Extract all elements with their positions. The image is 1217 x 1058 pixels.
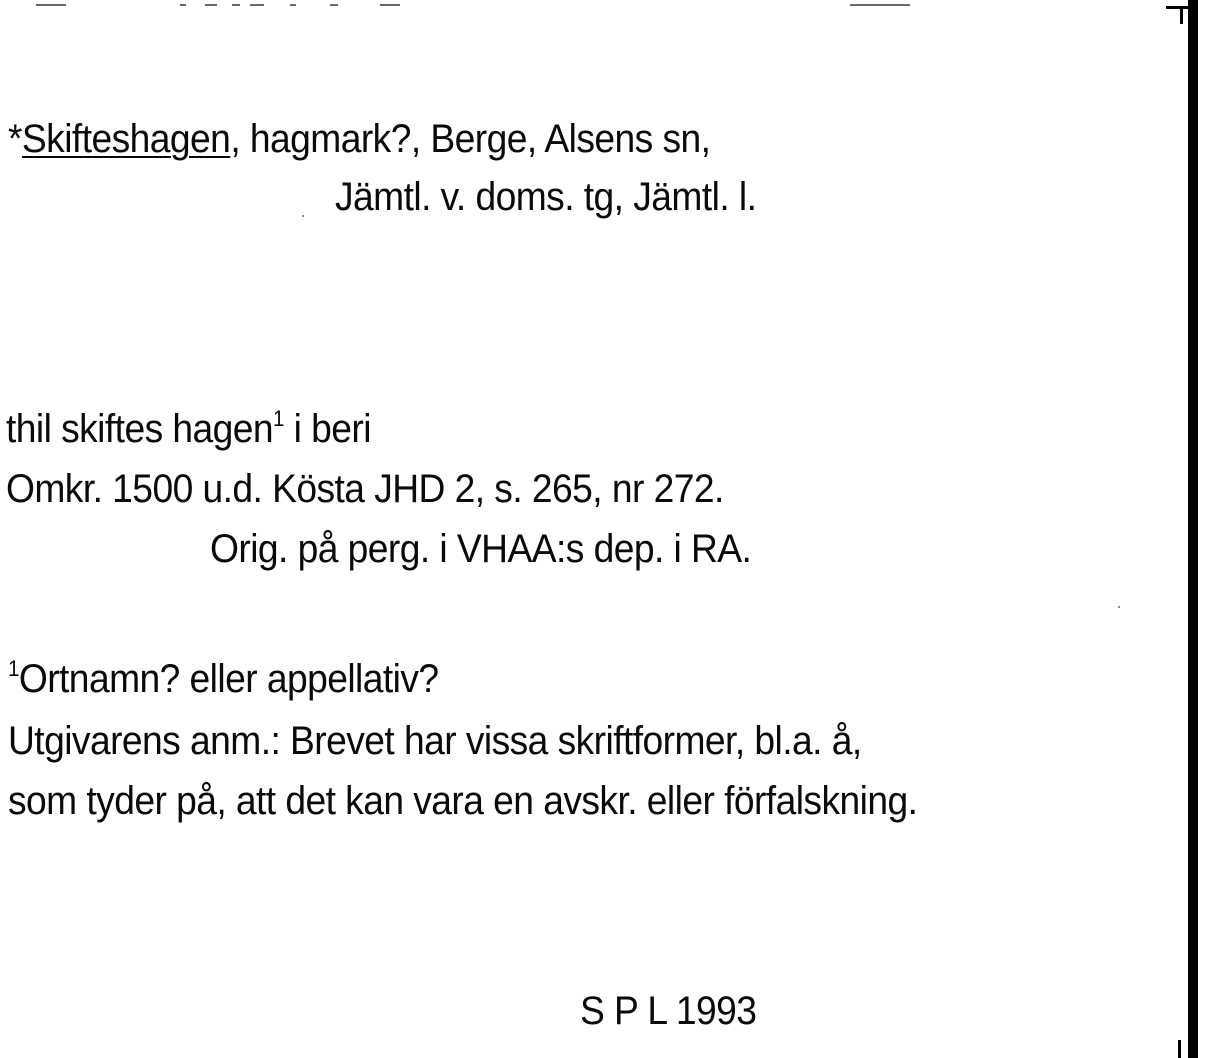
signature: S P L 1993 <box>580 989 757 1033</box>
scan-top-edge <box>0 4 1217 7</box>
source-reference: Omkr. 1500 u.d. Kösta JHD 2, s. 265, nr 272. <box>6 467 724 511</box>
scan-speck <box>1118 606 1120 608</box>
quote-tail: i beri <box>283 407 371 451</box>
editor-note-line-1: Utgivarens anm.: Brevet har vissa skriftformer, bl.a. å, <box>8 719 862 763</box>
footnote-text: Ortnamn? eller appellativ? <box>18 657 439 701</box>
place-name: Skifteshagen <box>21 117 231 161</box>
heading-description: , hagmark?, Berge, Alsens sn, <box>230 117 711 161</box>
scan-right-edge <box>1188 0 1198 1058</box>
heading-prefix: * <box>8 117 22 161</box>
original-reference: Orig. på perg. i VHAA:s dep. i RA. <box>210 527 752 571</box>
footnote-marker: 1 <box>8 656 19 681</box>
heading-jurisdiction: Jämtl. v. doms. tg, Jämtl. l. <box>335 175 757 219</box>
editor-note-line-2: som tyder på, att det kan vara en avskr. eller förfalskning. <box>8 779 918 823</box>
scan-corner-mark <box>1166 6 1188 9</box>
quote-footnote-marker: 1 <box>273 406 284 431</box>
entry-heading <box>8 116 710 162</box>
footnote <box>8 656 439 702</box>
quote-text: thil skiftes hagen <box>6 407 274 451</box>
scan-corner-tick <box>1180 6 1183 24</box>
quote-line <box>6 406 371 452</box>
scan-bottom-tick <box>1178 1040 1181 1058</box>
scan-speck <box>302 215 304 217</box>
